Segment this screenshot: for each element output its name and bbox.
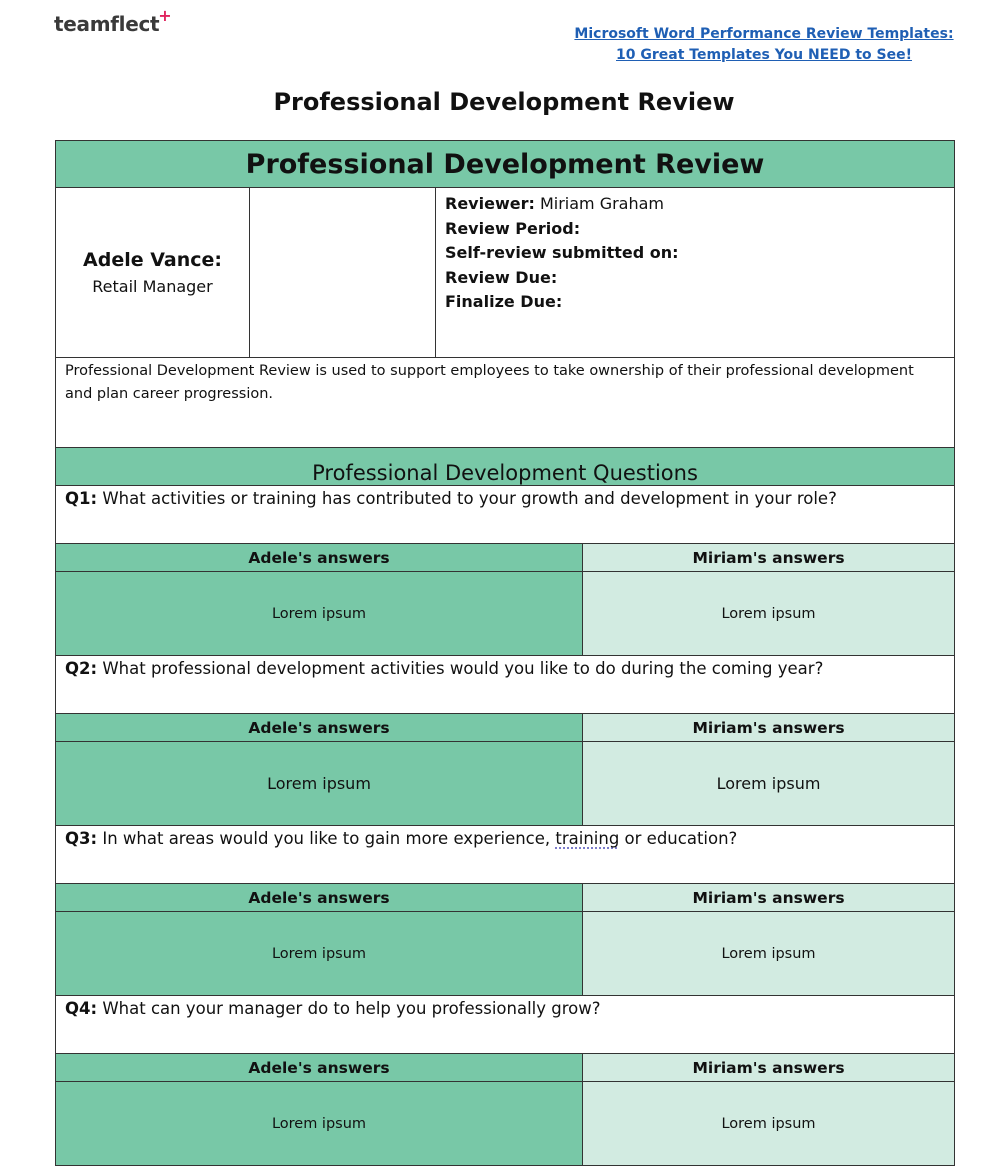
manager-answer[interactable]: Lorem ipsum (583, 1082, 955, 1166)
manager-answers-header: Miriam's answers (583, 544, 955, 572)
employee-answer[interactable]: Lorem ipsum (56, 572, 583, 656)
section-title: Professional Development Questions (56, 448, 955, 486)
question-text: What activities or training has contributed to your growth and development in your role? (97, 489, 837, 508)
manager-answers-header: Miriam's answers (583, 1054, 955, 1082)
manager-answers-header: Miriam's answers (583, 884, 955, 912)
templates-article-link[interactable]: Microsoft Word Performance Review Templates: 10 Great Templates You NEED to See! (574, 26, 954, 63)
form-title: Professional Development Review (56, 141, 955, 188)
question-number: Q4: (65, 999, 98, 1018)
employee-answers-header: Adele's answers (56, 544, 583, 572)
employee-answers-header: Adele's answers (56, 884, 583, 912)
reviewer-label: Reviewer: (445, 194, 535, 213)
review-due-line (445, 266, 945, 291)
employee-cell (56, 188, 250, 358)
question-1[interactable] (56, 486, 955, 544)
intro-text[interactable]: Professional Development Review is used to support employees to take ownership of their professional development and plan career progression. (56, 358, 955, 448)
employee-answers-header: Adele's answers (56, 714, 583, 742)
finalize-due-line (445, 290, 945, 315)
employee-name: Adele Vance: (83, 249, 222, 271)
manager-answer[interactable]: Lorem ipsum (583, 742, 955, 826)
spellcheck-word: training (555, 829, 620, 848)
logo-plus-icon: + (158, 6, 172, 25)
review-period-line (445, 217, 945, 242)
teamflect-logo (54, 6, 172, 36)
question-2[interactable] (56, 656, 955, 714)
question-text: In what areas would you like to gain more experience, (97, 829, 556, 848)
review-form-table (55, 140, 955, 1166)
question-4[interactable] (56, 996, 955, 1054)
manager-answers-header: Miriam's answers (583, 714, 955, 742)
self-review-line (445, 241, 945, 266)
question-number: Q1: (65, 489, 98, 508)
employee-answers-header: Adele's answers (56, 1054, 583, 1082)
question-number: Q2: (65, 659, 98, 678)
review-info-cell[interactable] (436, 188, 955, 358)
employee-answer[interactable]: Lorem ipsum (56, 912, 583, 996)
finalize-due-label: Finalize Due: (445, 292, 563, 311)
reviewer-name: Miriam Graham (534, 194, 665, 213)
employee-role: Retail Manager (92, 277, 213, 296)
reviewer-line (445, 192, 945, 217)
question-number: Q3: (65, 829, 98, 848)
review-due-label: Review Due: (445, 267, 558, 287)
manager-answer[interactable]: Lorem ipsum (583, 912, 955, 996)
review-period-label: Review Period: (445, 218, 581, 238)
question-3[interactable] (56, 826, 955, 884)
employee-answer[interactable]: Lorem ipsum (56, 742, 583, 826)
self-review-label: Self-review submitted on: (445, 243, 679, 262)
document-title: Professional Development Review (273, 88, 735, 116)
employee-answer[interactable]: Lorem ipsum (56, 1082, 583, 1166)
logo-text: teamflect (54, 12, 160, 36)
question-text-end: or education? (619, 829, 738, 848)
question-text: What can your manager do to help you professionally grow? (97, 999, 601, 1018)
question-text: What professional development activities would you like to do during the coming year? (97, 659, 824, 678)
manager-answer[interactable]: Lorem ipsum (583, 572, 955, 656)
blank-cell[interactable] (250, 188, 436, 358)
